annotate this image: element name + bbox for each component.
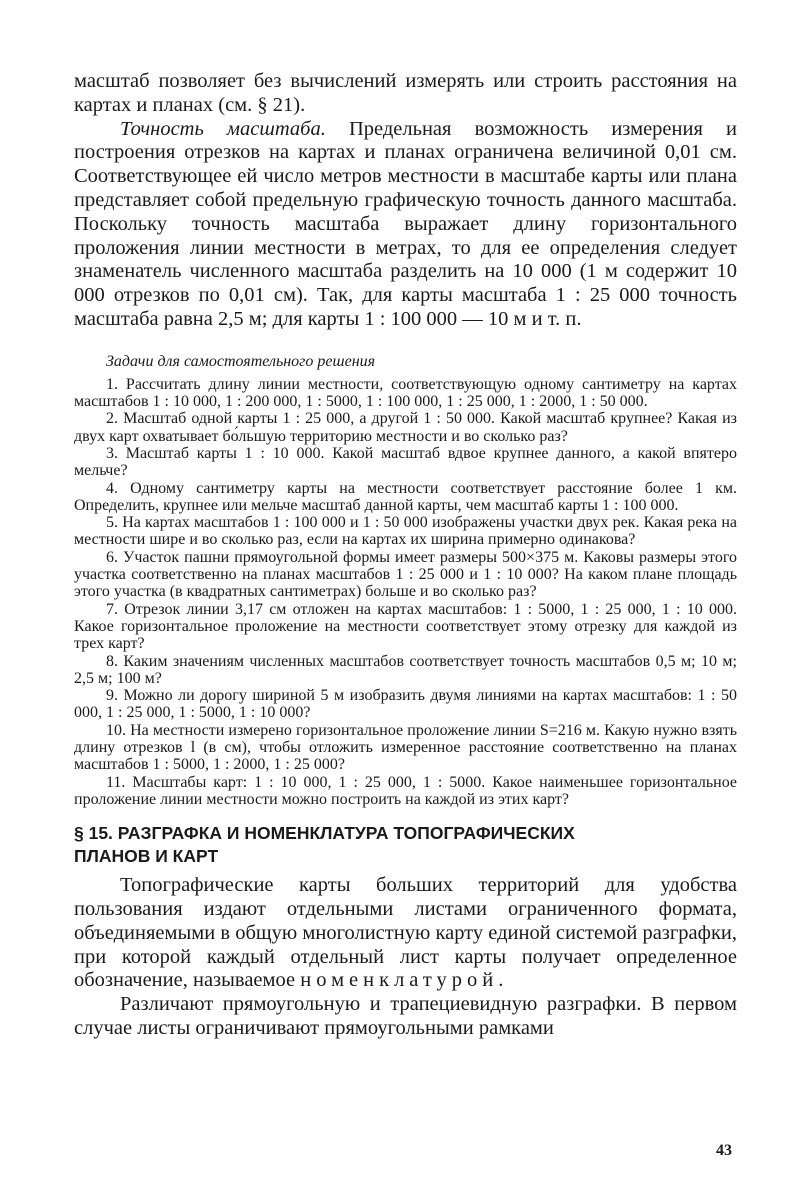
page-content	[74, 70, 737, 1041]
tasks-list	[74, 376, 737, 808]
task-item: 6. Участок пашни прямоугольной формы имеет размеры 500×375 м. Каковы размеры этого участка соответственно на планах масштабов 1 : 25 000 и 1 : 10 000? На каком плане площадь этого участка (в квадратных сантиметрах) больше и во сколько раз?	[74, 548, 737, 601]
task-item: 2. Масштаб одной карты 1 : 25 000, а другой 1 : 50 000. Какой масштаб крупнее? Какая из двух карт охватывает бо́льшую территорию местности и во сколько раз?	[74, 410, 737, 445]
page-number: 43	[716, 1142, 732, 1159]
task-item: 8. Каким значениям численных масштабов соответствует точность масштабов 0,5 м; 10 м; 2,5 м; 100 м?	[74, 652, 737, 687]
task-item: 3. Масштаб карты 1 : 10 000. Какой масштаб вдвое крупнее данного, а какой впятеро мельче?	[74, 444, 737, 480]
paragraph-sheets-end: .	[498, 969, 504, 992]
task-item: 5. На картах масштабов 1 : 100 000 и 1 : 50 000 изображены участки двух рек. Какая река на местности шире и во сколько раз, если на картах их ширина примерно одинакова?	[74, 514, 737, 549]
task-item: 10. На местности измерено горизонтальное проложение линии S=216 м. Какую нужно взять длину отрезков l (в см), чтобы отложить измеренное расстояние соответственно на планах масштабов 1 : 5000, 1 : 2000, 1 : 25 000?	[74, 721, 737, 774]
task-item: 9. Можно ли дорогу шириной 5 м изобразить двумя линиями на картах масштабов: 1 : 50 000, 1 : 25 000, 1 : 5000, 1 : 10 000?	[74, 687, 737, 722]
term-scale-accuracy: Точность масштаба.	[120, 117, 326, 140]
paragraph-sheets	[74, 874, 737, 993]
section-heading-line-1: § 15. РАЗГРАФКА И НОМЕНКЛАТУРА ТОПОГРАФИЧЕСКИХ	[74, 823, 575, 844]
task-item: 11. Масштабы карт: 1 : 10 000, 1 : 25 000, 1 : 5000. Какое наименьшее горизонтальное проложение линии местности можно построить на каждой из этих карт?	[74, 773, 737, 808]
paragraph-intro: масштаб позволяет без вычислений измерять или строить расстояния на картах и планах (см. § 21).	[74, 70, 737, 116]
task-item: 7. Отрезок линии 3,17 см отложен на картах масштабов: 1 : 5000, 1 : 25 000, 1 : 10 000. Какое горизонтальное проложение на местности соответствует этому отрезку для каждой из трех карт?	[74, 600, 737, 653]
paragraph-scale-accuracy	[74, 118, 737, 332]
task-item: 4. Одному сантиметру карты на местности соответствует расстояние более 1 км. Определить, крупнее или мельче масштаб данной карты, чем масштаб карты 1 : 100 000.	[74, 479, 737, 514]
section-heading	[74, 822, 737, 868]
paragraph-grid-types: Различают прямоугольную и трапециевидную разграфки. В первом случае листы ограничивают прямоугольными рамками	[74, 993, 737, 1039]
task-item: 1. Рассчитать длину линии местности, соответствующую одному сантиметру на картах масштабов 1 : 10 000, 1 : 200 000, 1 : 5000, 1 : 100 000, 1 : 25 000, 1 : 2000, 1 : 50 000.	[74, 375, 737, 411]
paragraph-scale-accuracy-text: Предельная возможность измерения и построения отрезков на картах и планах ограничена величиной 0,01 см. Соответствующее ей число метров местности в масштабе карты или плана представляет собой предельную графическую точность данного масштаба. Поскольку точность масштаба выражает длину горизонтального проложения линии местности в метрах, то для ее определения следует знаменатель численного масштаба разделить на 10 000 (1 м содержит 10 000 отрезков по 0,01 см). Так, для карты масштаба 1 : 25 000 точность масштаба равна 2,5 м; для карты 1 : 100 000 — 10 м и т. п.	[74, 117, 737, 330]
section-heading-line-2: ПЛАНОВ И КАРТ	[74, 846, 219, 867]
term-nomenclature: номенклатурой	[300, 969, 499, 992]
tasks-title: Задачи для самостоятельного решения	[106, 352, 376, 370]
paragraph-sheets-text: Топографические карты больших территорий для удобства пользования издают отдельными листами ограниченного формата, объединяемыми в общую многолистную карту единой системой разграфки, при которой каждый отдельный лист карты получает определенное обозначение, называемое	[74, 874, 737, 992]
